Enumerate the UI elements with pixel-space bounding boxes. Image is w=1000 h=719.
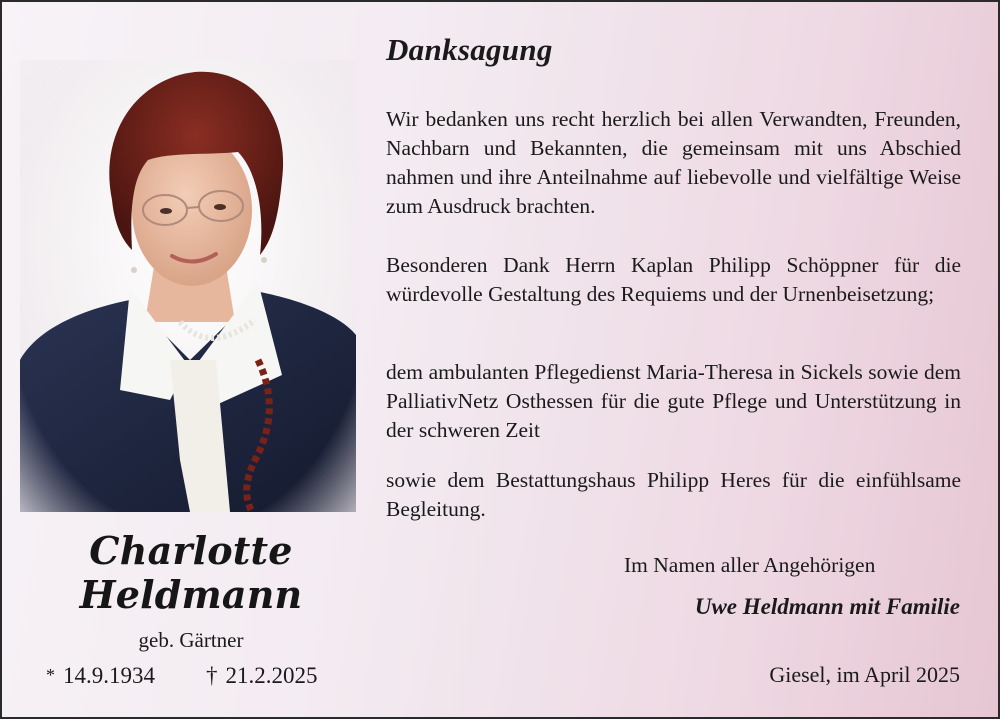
- birth-date-line: [46, 663, 155, 689]
- death-date-line: [206, 663, 318, 689]
- death-date: 21.2.2025: [225, 663, 318, 688]
- portrait-photo: [20, 60, 356, 512]
- thanks-paragraph: Wir bedanken uns recht herzlich bei allen Verwandten, Freunden, Nachbarn und Bekannten, die gemeinsam mit uns Abschied nahmen und ihre Anteilnahme auf liebevolle und vielfältige Weise zum Ausdruck brachten.: [386, 107, 961, 218]
- birth-star-icon: *: [46, 665, 55, 685]
- place-date: Giesel, im April 2025: [769, 662, 960, 687]
- thanks-paragraph: Besonderen Dank Herrn Kaplan Philipp Schöppner für die würdevolle Gestaltung des Requiems und der Urnenbeisetzung;: [386, 253, 961, 306]
- death-cross-icon: †: [206, 663, 218, 688]
- birth-name: geb. Gärtner: [138, 628, 244, 652]
- page-title: Danksagung: [386, 32, 553, 67]
- thanks-paragraph: sowie dem Bestattungshaus Philipp Heres für die einfühlsame Begleitung.: [386, 468, 961, 521]
- deceased-last-name: Heldmann: [79, 572, 303, 617]
- closing-line: Im Namen aller Angehörigen: [624, 553, 876, 577]
- thanks-paragraph: dem ambulanten Pflegedienst Maria-Theresa in Sickels sowie dem PalliativNetz Osthessen für die gute Pflege und Unterstützung in der schweren Zeit: [386, 360, 961, 442]
- deceased-first-name: Charlotte: [89, 528, 293, 573]
- signer-name: Uwe Heldmann mit Familie: [694, 594, 960, 619]
- birth-date: 14.9.1934: [63, 663, 155, 688]
